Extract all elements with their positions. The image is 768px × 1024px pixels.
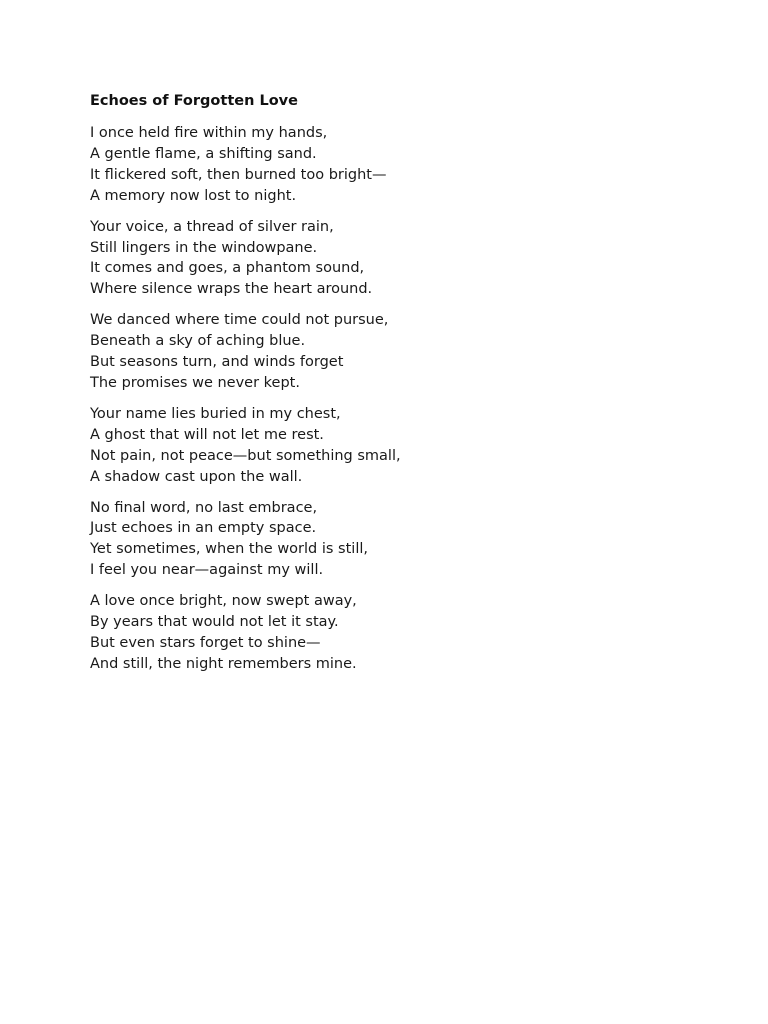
poem [90, 91, 690, 685]
poem-line: Yet sometimes, when the world is still, [90, 541, 368, 558]
poem-line: Not pain, not peace—but something small, [90, 447, 401, 464]
poem-line: By years that would not let it stay. [90, 614, 339, 631]
poem-line: And still, the night remembers mine. [90, 655, 357, 672]
poem-line: It flickered soft, then burned too bright— [90, 166, 387, 183]
poem-line: Your voice, a thread of silver rain, [90, 218, 334, 235]
poem-line: We danced where time could not pursue, [90, 312, 389, 329]
poem-line: A gentle flame, a shifting sand. [90, 145, 317, 162]
stanza-3 [90, 310, 690, 394]
stanza-4 [90, 404, 690, 488]
poem-line: I once held fire within my hands, [90, 125, 328, 141]
poem-line: Still lingers in the windowpane. [90, 239, 318, 256]
poem-line: It comes and goes, a phantom sound, [90, 260, 365, 277]
poem-line: Just echoes in an empty space. [90, 520, 317, 537]
poem-line: A memory now lost to night. [90, 187, 297, 204]
poem-line: The promises we never kept. [90, 374, 300, 391]
stanza-5 [90, 498, 690, 582]
poem-line: Beneath a sky of aching blue. [90, 333, 306, 350]
stanza-6 [90, 591, 690, 675]
poem-line: A ghost that will not let me rest. [90, 426, 324, 443]
poem-line: But seasons turn, and winds forget [90, 354, 344, 371]
poem-line: Your name lies buried in my chest, [90, 405, 341, 422]
stanza-1 [90, 123, 690, 207]
poem-line: No final word, no last embrace, [90, 499, 318, 516]
poem-line: A love once bright, now swept away, [90, 593, 357, 610]
poem-line: But even stars forget to shine— [90, 634, 321, 651]
poem-line: I feel you near—against my will. [90, 562, 324, 579]
poem-line: A shadow cast upon the wall. [90, 468, 303, 485]
poem-title: Echoes of Forgotten Love [90, 93, 298, 109]
poem-line: Where silence wraps the heart around. [90, 281, 373, 298]
stanza-2 [90, 217, 690, 301]
